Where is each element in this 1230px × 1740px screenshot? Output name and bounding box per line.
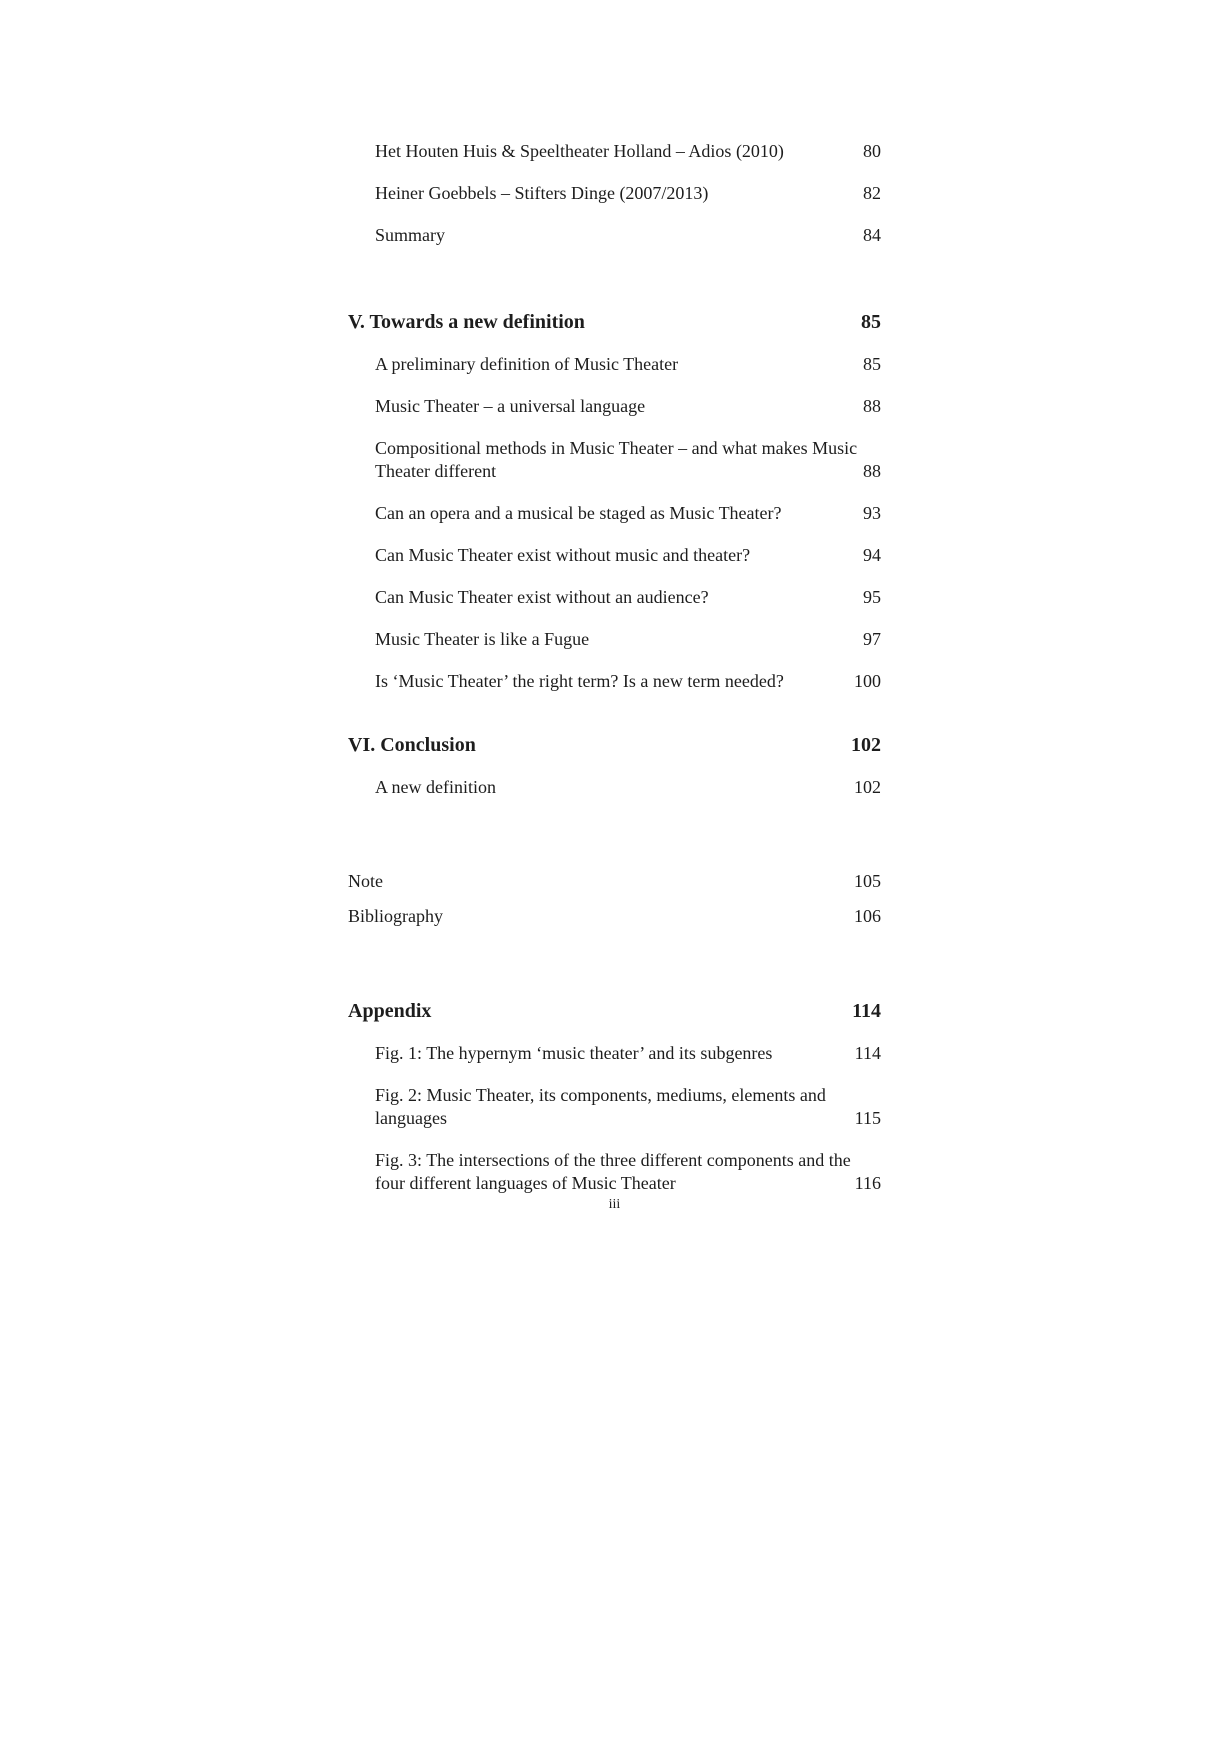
toc-entry-text: VI. Conclusion [348,734,476,756]
toc-entry-row [348,437,881,483]
toc-section-row [348,999,881,1023]
toc-entry-row [348,544,881,567]
toc-entry-row [348,353,881,376]
toc-entry-page: 100 [854,671,881,691]
toc-entry-page: 106 [854,906,881,926]
toc-entry-text: Note [348,871,383,891]
toc-entry-text: Can an opera and a musical be staged as Music Theater? [375,503,782,523]
toc-entry-row [348,776,881,799]
toc-entry-page: 84 [863,225,881,245]
toc-section-row [348,733,881,757]
toc-entry-row [348,140,881,163]
toc-entry-row [348,586,881,609]
toc-entry-text: A preliminary definition of Music Theater [375,354,679,374]
toc-entry-page: 88 [863,461,881,481]
toc-entry-page: 102 [851,734,881,756]
toc-entry-page: 82 [863,183,881,203]
toc-entry-text: Fig. 1: The hypernym ‘music theater’ and its subgenres [375,1043,773,1063]
toc-entry-page: 105 [854,871,881,891]
toc-entry-page: 93 [863,503,881,523]
toc-entry-row [348,395,881,418]
toc-entry-text: Music Theater – a universal language [375,396,646,416]
toc-entry-text: Appendix [348,1000,432,1022]
toc-entry-row [348,182,881,205]
toc-entry-row [348,670,881,693]
toc-entry-page: 80 [863,141,881,161]
toc-entry-text: Compositional methods in Music Theater – and what makes Music Theater different [375,438,858,481]
toc-entry-text: Fig. 3: The intersections of the three different components and the four different languages of Music Theater [375,1150,851,1193]
toc-entry-text: Music Theater is like a Fugue [375,629,590,649]
toc-entry-page: 94 [863,545,881,565]
toc-entry-row [348,628,881,651]
toc-entry-text: Summary [375,225,445,245]
toc-entry-text: Fig. 2: Music Theater, its components, mediums, elements and languages [375,1085,826,1128]
toc-entry-row [348,1084,881,1130]
toc [348,140,881,1195]
toc-entry-text: Can Music Theater exist without music and theater? [375,545,751,565]
toc-entry-row [348,1149,881,1195]
toc-entry-text: V. Towards a new definition [348,311,585,333]
toc-entry-text: Bibliography [348,906,443,926]
toc-entry-page: 114 [852,1000,881,1022]
toc-entry-row [348,224,881,247]
toc-entry-text: A new definition [375,777,496,797]
toc-entry-page: 95 [863,587,881,607]
toc-section-row [348,310,881,334]
toc-entry-page: 115 [854,1108,881,1128]
toc-entry-row [348,870,881,893]
toc-entry-text: Het Houten Huis & Speeltheater Holland – Adios (2010) [375,141,784,161]
toc-entry-row [348,905,881,928]
toc-entry-page: 85 [861,311,881,333]
toc-entry-page: 116 [854,1173,881,1193]
toc-entry-text: Is ‘Music Theater’ the right term? Is a new term needed? [375,671,784,691]
toc-entry-page: 88 [863,396,881,416]
toc-entry-text: Heiner Goebbels – Stifters Dinge (2007/2013) [375,183,709,203]
toc-entry-row [348,1042,881,1065]
page-number-footer: iii [608,1197,621,1212]
toc-entry-text: Can Music Theater exist without an audience? [375,587,709,607]
toc-entry-page: 102 [854,777,881,797]
toc-entry-page: 97 [863,629,881,649]
toc-entry-page: 85 [863,354,881,374]
toc-entry-row [348,502,881,525]
toc-entry-page: 114 [854,1043,881,1063]
